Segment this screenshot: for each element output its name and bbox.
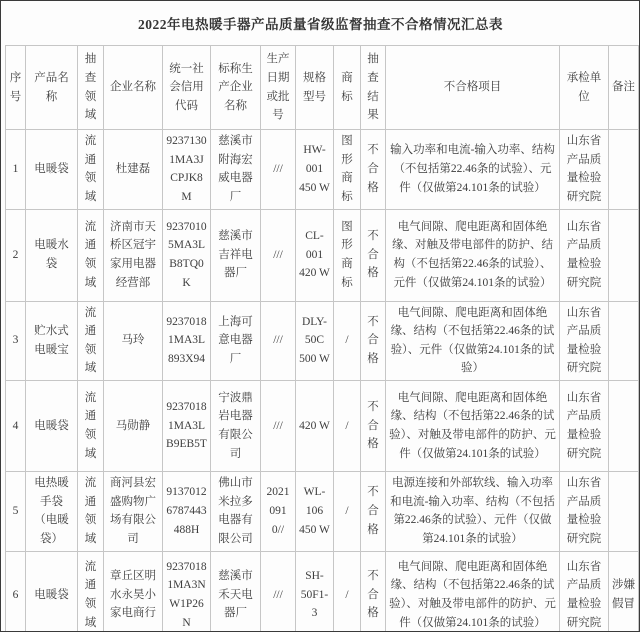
cell-no: 2 [6, 209, 26, 301]
cell-product: 电暖袋 [26, 130, 78, 210]
cell-defects: 输入功率和电流-输入功率、结构（不包括第22.46条的试验）、元件（仅做第24.101条的试验） [386, 130, 560, 210]
table-row [6, 381, 639, 472]
cell-manufacturer: 慈溪市附海宏威电器厂 [211, 130, 261, 210]
cell-inspector: 山东省产品质量检验研究院 [560, 209, 609, 301]
column-header-note: 备注 [609, 46, 639, 130]
cell-inspector: 山东省产品质量检验研究院 [560, 381, 609, 472]
cell-model: DLY-50C 500 W [296, 301, 334, 381]
cell-no: 5 [6, 472, 26, 552]
column-header-inspector: 承检单位 [560, 46, 609, 130]
cell-company: 济南市天桥区冠宇家用电器经营部 [104, 209, 163, 301]
cell-inspector: 山东省产品质量检验研究院 [560, 551, 609, 632]
cell-defects: 电气间隙、爬电距离和固体绝缘、结构（不包括第22.46条的试验）、对触及带电部件的防护、元件（仅做第24.101条的试验） [386, 381, 560, 472]
cell-date_or_batch: /// [261, 130, 296, 210]
cell-brand: / [334, 301, 361, 381]
column-header-field: 抽查领域 [78, 46, 104, 130]
column-header-no: 序号 [6, 46, 26, 130]
cell-credit_code: 91370126787443488H [163, 472, 211, 552]
cell-company: 马勋静 [104, 381, 163, 472]
table-row [6, 301, 639, 381]
cell-no: 1 [6, 130, 26, 210]
nonconforming-products-table [5, 45, 639, 632]
cell-field: 流通领域 [78, 472, 104, 552]
cell-company: 商河县宏盛购物广场有限公司 [104, 472, 163, 552]
cell-credit_code: 92370105MA3LB8TQ0K [163, 209, 211, 301]
cell-product: 贮水式电暖宝 [26, 301, 78, 381]
cell-field: 流通领域 [78, 551, 104, 632]
cell-credit_code: 92370181MA3NW1P26N [163, 551, 211, 632]
cell-field: 流通领域 [78, 130, 104, 210]
cell-result: 不合格 [361, 472, 386, 552]
cell-company: 杜建磊 [104, 130, 163, 210]
cell-inspector: 山东省产品质量检验研究院 [560, 130, 609, 210]
cell-result: 不合格 [361, 551, 386, 632]
cell-inspector: 山东省产品质量检验研究院 [560, 472, 609, 552]
cell-manufacturer: 佛山市米拉多电器有限公司 [211, 472, 261, 552]
cell-no: 6 [6, 551, 26, 632]
cell-date_or_batch: /// [261, 209, 296, 301]
cell-inspector: 山东省产品质量检验研究院 [560, 301, 609, 381]
cell-model: HW-001 450 W [296, 130, 334, 210]
cell-product: 电暖袋 [26, 551, 78, 632]
table-row [6, 209, 639, 301]
cell-product: 电暖袋 [26, 381, 78, 472]
cell-brand: 图形商标 [334, 130, 361, 210]
cell-field: 流通领域 [78, 209, 104, 301]
cell-note [609, 209, 639, 301]
column-header-product: 产品名称 [26, 46, 78, 130]
cell-no: 4 [6, 381, 26, 472]
header-row [6, 46, 639, 130]
column-header-result: 抽查结果 [361, 46, 386, 130]
cell-field: 流通领域 [78, 381, 104, 472]
cell-note [609, 472, 639, 552]
cell-model: SH-50F1-3 [296, 551, 334, 632]
cell-result: 不合格 [361, 209, 386, 301]
column-header-defects: 不合格项目 [386, 46, 560, 130]
column-header-date_or_batch: 生产日期或批号 [261, 46, 296, 130]
cell-brand: / [334, 472, 361, 552]
cell-field: 流通领域 [78, 301, 104, 381]
cell-manufacturer: 上海可意电器厂 [211, 301, 261, 381]
cell-company: 马玲 [104, 301, 163, 381]
cell-manufacturer: 宁波鼎岩电器有限公司 [211, 381, 261, 472]
table-body [6, 130, 639, 632]
cell-note [609, 130, 639, 210]
cell-date_or_batch: /// [261, 551, 296, 632]
column-header-brand: 商标 [334, 46, 361, 130]
column-header-credit_code: 统一社会信用代码 [163, 46, 211, 130]
column-header-manufacturer: 标称生产企业名称 [211, 46, 261, 130]
cell-date_or_batch: /// [261, 381, 296, 472]
cell-credit_code: 92371301MA3JCPJK8M [163, 130, 211, 210]
table-header [6, 46, 639, 130]
cell-credit_code: 92370181MA3LB9EB5T [163, 381, 211, 472]
cell-result: 不合格 [361, 301, 386, 381]
cell-date_or_batch: 20210910// [261, 472, 296, 552]
table-row [6, 472, 639, 552]
cell-brand: / [334, 551, 361, 632]
cell-defects: 电气间隙、爬电距离和固体绝缘、结构（不包括第22.46条的试验）、元件（仅做第24.101条的试验） [386, 301, 560, 381]
column-header-model: 规格型号 [296, 46, 334, 130]
cell-result: 不合格 [361, 381, 386, 472]
cell-note [609, 381, 639, 472]
table-row [6, 551, 639, 632]
cell-model: 420 W [296, 381, 334, 472]
cell-brand: 图形商标 [334, 209, 361, 301]
cell-note: 涉嫌假冒 [609, 551, 639, 632]
cell-product: 电暖水袋 [26, 209, 78, 301]
cell-note [609, 301, 639, 381]
cell-manufacturer: 慈溪市禾天电器厂 [211, 551, 261, 632]
cell-defects: 电源连接和外部软线、输入功率和电流-输入功率、结构（不包括第22.46条的试验）、元件（仅做第24.101条的试验） [386, 472, 560, 552]
cell-result: 不合格 [361, 130, 386, 210]
cell-manufacturer: 慈溪市吉祥电器厂 [211, 209, 261, 301]
cell-no: 3 [6, 301, 26, 381]
cell-product: 电热暖手袋（电暖袋） [26, 472, 78, 552]
cell-brand: / [334, 381, 361, 472]
column-header-company: 企业名称 [104, 46, 163, 130]
cell-date_or_batch: /// [261, 301, 296, 381]
cell-company: 章丘区明水永昊小家电商行 [104, 551, 163, 632]
cell-defects: 电气间隙、爬电距离和固体绝缘、结构（不包括第22.46条的试验）、对触及带电部件的防护、元件（仅做第24.101条的试验） [386, 551, 560, 632]
page-title: 2022年电热暖手器产品质量省级监督抽查不合格情况汇总表 [138, 17, 503, 32]
cell-credit_code: 92370181MA3L893X94 [163, 301, 211, 381]
table-row [6, 130, 639, 210]
cell-defects: 电气间隙、爬电距离和固体绝缘、对触及带电部件的防护、结构（不包括第22.46条的试验）、元件（仅做第24.101条的试验） [386, 209, 560, 301]
cell-model: WL-106 450 W [296, 472, 334, 552]
cell-model: CL-001 420 W [296, 209, 334, 301]
